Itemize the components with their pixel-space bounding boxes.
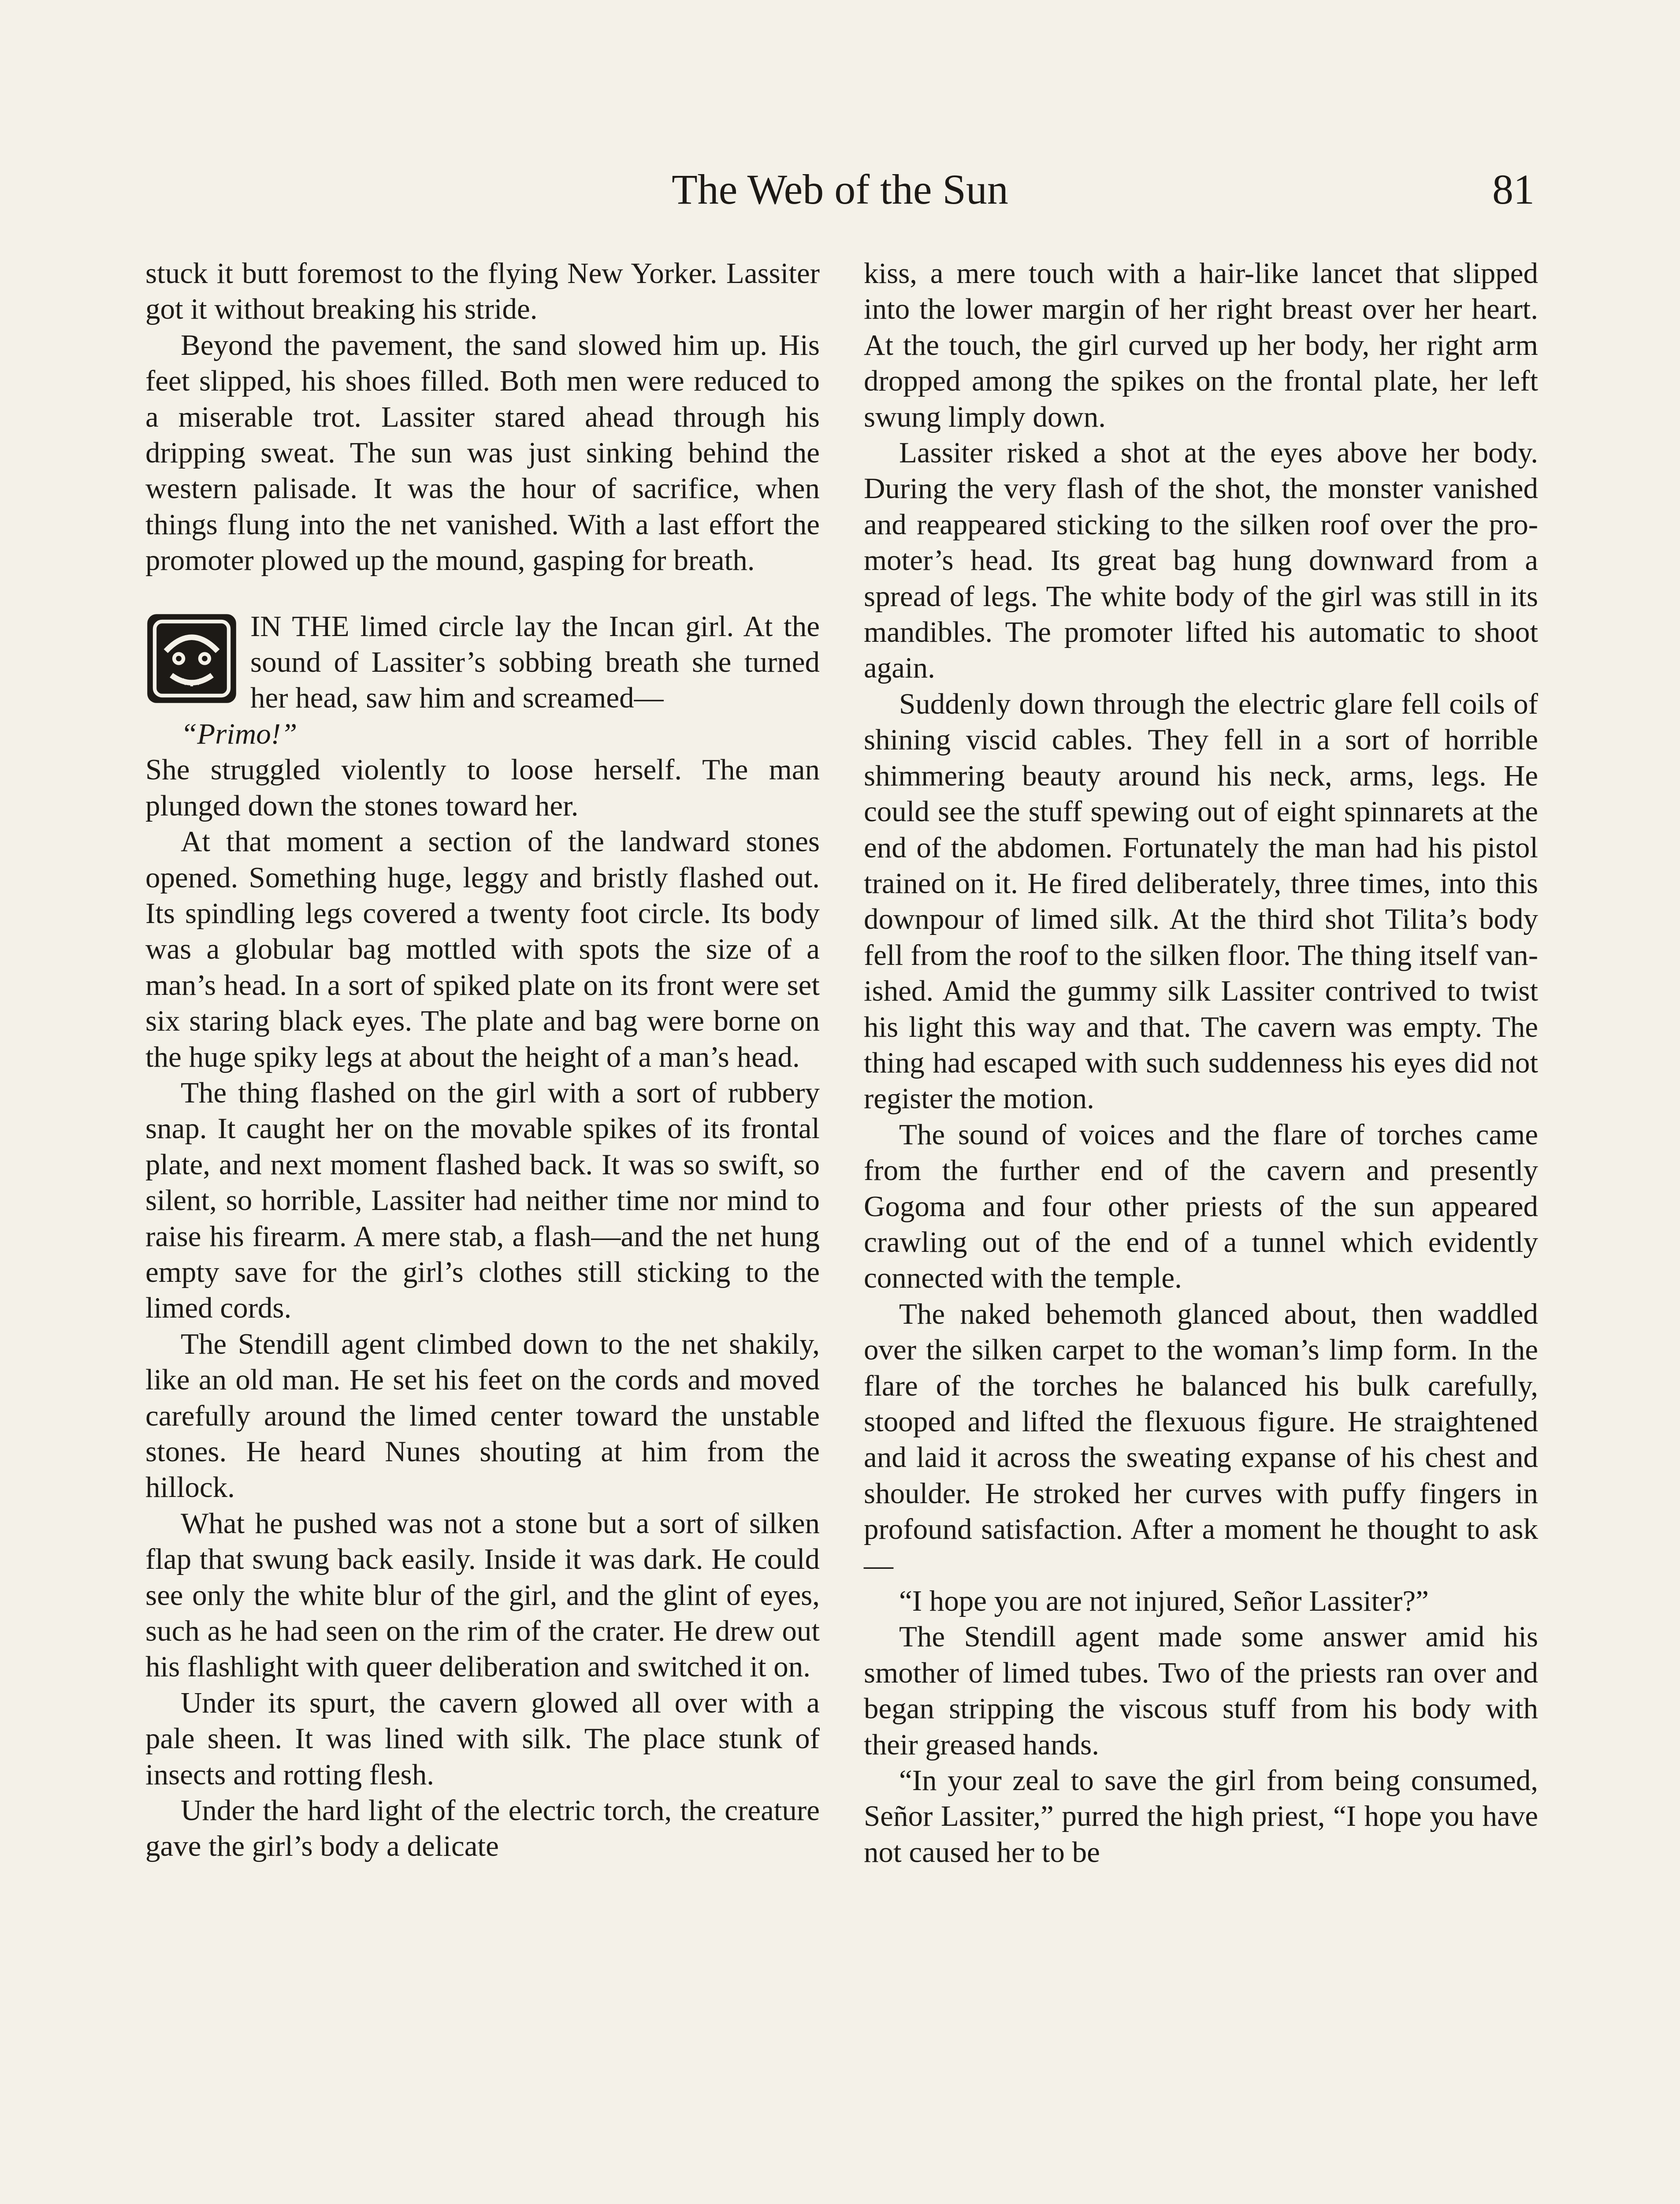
page-title: The Web of the Sun: [672, 166, 1008, 213]
decorative-initial-icon: [145, 612, 238, 705]
paragraph: kiss, a mere touch with a hair-like lancet that slipped into the lower margin of her right breast over her heart. At the touch, the girl curved up her body, her right arm dropped among the spikes on the frontal plate, her left swung limply down.: [864, 257, 1538, 433]
page-number: 81: [1492, 166, 1535, 213]
paragraph: “Primo!”: [181, 717, 297, 750]
paragraph: The sound of voices and the flare of torches came from the further end of the cavern and presently Gogoma and four other priests of the sun appeared crawling out of the end of a tunnel which evidently connected with the temple.: [864, 1118, 1538, 1295]
paragraph: Under its spurt, the cavern glowed all over with a pale sheen. It was lined with silk. The place stunk of insects and rotting flesh.: [145, 1686, 820, 1791]
dropcap-paragraph: [145, 609, 820, 716]
paragraph: Suddenly down through the electric glare fell coils of shining viscid cables. They fell in a sort of horrible shimmering beauty around his neck, arms, legs. He could see the stuff spewing out of eight spinnarets at the end of the abdomen. Fortunately the man had his pistol trained on it. He fired deliberately, three times, into this downpour of limed silk. At the third shot Tilita’s body fell from the roof to the silken floor. The thing itself vanished. Amid the gummy silk Lassiter contrived to twist his light this way and that. The cavern was empty. The thing had escaped with such suddenness his eyes did not register the motion.: [864, 687, 1538, 1115]
paragraph: Lassiter risked a shot at the eyes above her body. During the very flash of the shot, the monster vanished and reappeared sticking to the silken roof over the promoter’s head. Its great bag hung downward from a spread of legs. The white body of the girl was still in its mandibles. The promoter lifted his automatic to shoot again.: [864, 436, 1538, 685]
paragraph: At that moment a section of the landward stones opened. Something huge, leggy and bristly flashed out. Its spindling legs covered a twenty foot circle. Its body was a globular bag mottled with spots the size of a man’s head. In a sort of spiked plate on its front were set six staring black eyes. The plate and bag were borne on the huge spiky legs at about the height of a man’s head.: [145, 825, 820, 1073]
paragraph: The naked behemoth glanced about, then waddled over the silken carpet to the woman’s limp form. In the flare of the torches he balanced his bulk carefully, stooped and lifted the flexuous figure. He straightened and laid it across the sweating expanse of his chest and shoulder. He stroked her curves with puffy fingers in profound satisfaction. After a moment he thought to ask—: [864, 1297, 1538, 1582]
paragraph: The Stendill agent climbed down to the net shakily, like an old man. He set his feet on the cords and moved carefully around the limed center toward the unstable stones. He heard Nunes shouting at him from the hillock.: [145, 1327, 820, 1504]
right-column: [864, 256, 1538, 1870]
dropcap-text: IN THE limed circle lay the Incan girl. At the sound of Lassiter’s sobbing breath she turned her head, saw him and screamed—: [250, 610, 820, 715]
paragraph: The Stendill agent made some answer amid his smother of limed tubes. Two of the priests ran over and began stripping the viscous stuff from his body with their greased hands.: [864, 1620, 1538, 1761]
left-column: [145, 256, 820, 1865]
paragraph: She struggled violently to loose herself. The man plunged down the stones toward her.: [145, 753, 820, 822]
paragraph: Beyond the pavement, the sand slowed him up. His feet slipped, his shoes filled. Both men were reduced to a miserable trot. Lassiter stared ahead through his dripping sweat. The sun was just sinking behind the western palisade. It was the hour of sacrifice, when things flung into the net vanished. With a last effort the promoter plowed up the mound, gasping for breath.: [145, 328, 820, 577]
paragraph: What he pushed was not a stone but a sort of silken flap that swung back easily. Inside it was dark. He could see only the white blur of the girl, and the glint of eyes, such as he had seen on the rim of the crater. He drew out his flashlight with queer deliberation and switched it on.: [145, 1507, 820, 1683]
paragraph: Under the hard light of the electric torch, the creature gave the girl’s body a delicate: [145, 1794, 820, 1863]
paragraph: “In your zeal to save the girl from being consumed, Señor Lassiter,” purred the high priest, “I hope you have not caused her to be: [864, 1764, 1538, 1869]
running-head: [145, 163, 1535, 216]
paragraph: stuck it butt foremost to the flying New Yorker. Lassiter got it without breaking his stride.: [145, 257, 820, 326]
paragraph: The thing flashed on the girl with a sort of rubbery snap. It caught her on the movable spikes of its frontal plate, and next moment flashed back. It was so swift, so silent, so horrible, Lassiter had neither time nor mind to raise his firearm. A mere stab, a flash—and the net hung empty save for the girl’s clothes still sticking to the limed cords.: [145, 1076, 820, 1325]
paragraph: “I hope you are not injured, Señor Lassiter?”: [899, 1585, 1429, 1618]
